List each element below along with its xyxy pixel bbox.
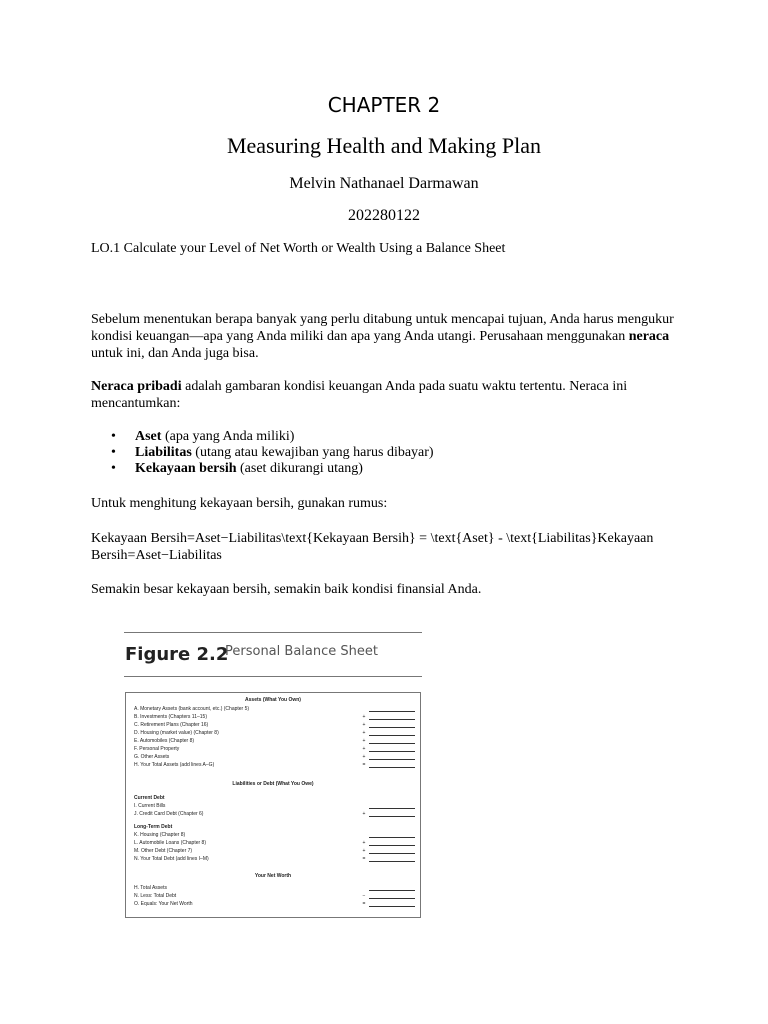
bullet-icon: • xyxy=(111,445,116,460)
row-sign: + xyxy=(362,730,366,736)
form-row xyxy=(134,802,414,810)
row-label: K. Housing (Chapter 8) xyxy=(134,832,186,838)
blank-line[interactable] xyxy=(369,727,415,728)
bullet-icon: • xyxy=(111,461,116,476)
row-sign: + xyxy=(362,722,366,728)
row-sign: + xyxy=(362,848,366,854)
row-label: J. Credit Card Debt (Chapter 6) xyxy=(134,811,204,817)
row-sign: + xyxy=(362,714,366,720)
row-sign: + xyxy=(362,754,366,760)
row-sign: + xyxy=(362,840,366,846)
list-item-bold: Aset xyxy=(135,429,162,444)
row-label: N. Your Total Debt (add lines I–M) xyxy=(134,856,209,862)
chapter-heading: CHAPTER 2 xyxy=(327,93,441,117)
row-label: H. Total Assets xyxy=(134,885,167,891)
row-label: H. Your Total Assets (add lines A–G) xyxy=(134,762,215,768)
blank-line[interactable] xyxy=(369,735,415,736)
blank-line[interactable] xyxy=(369,759,415,760)
row-label: N. Less: Total Debt xyxy=(134,893,177,899)
list-item-text: (aset dikurangi utang) xyxy=(236,461,363,476)
list-item-bold: Liabilitas xyxy=(135,445,192,460)
blank-line[interactable] xyxy=(369,890,415,891)
blank-line[interactable] xyxy=(369,906,415,907)
row-label: M. Other Debt (Chapter 7) xyxy=(134,848,193,854)
form-row xyxy=(134,810,414,818)
row-sign: = xyxy=(362,901,366,907)
blank-line[interactable] xyxy=(369,808,415,809)
paragraph-balance-sheet-text: adalah gambaran kondisi keuangan Anda pada suatu waktu tertentu. Neraca ini mencantumkan: xyxy=(91,379,628,411)
long-term-debt-heading: Long-Term Debt xyxy=(134,824,173,830)
form-row xyxy=(134,839,414,847)
figure-number: Figure 2.2 xyxy=(125,644,229,665)
blank-line[interactable] xyxy=(369,711,415,712)
row-sign: − xyxy=(362,893,366,899)
liabilities-heading: Liabilities or Debt (What You Owe) xyxy=(232,781,314,787)
row-label: G. Other Assets xyxy=(134,754,170,760)
blank-line[interactable] xyxy=(369,816,415,817)
list-item-text: (utang atau kewajiban yang harus dibayar) xyxy=(191,445,434,460)
row-sign: = xyxy=(362,856,366,862)
form-row xyxy=(134,729,414,737)
form-row xyxy=(134,892,414,900)
form-row xyxy=(134,753,414,761)
row-sign: + xyxy=(362,811,366,817)
row-sign: + xyxy=(362,738,366,744)
current-debt-heading: Current Debt xyxy=(134,795,165,801)
paragraph-formula-intro: Untuk menghitung kekayaan bersih, gunakan rumus: xyxy=(91,496,388,511)
paragraph-intro-text: Sebelum menentukan berapa banyak yang perlu ditabung untuk mencapai tujuan, Anda harus mengukur kondisi keuangan—apa yang Anda miliki dan apa yang Anda utangi. Perusahaan menggunakan xyxy=(91,312,674,344)
paragraph-balance-sheet-bold: Neraca pribadi xyxy=(91,379,182,394)
blank-line[interactable] xyxy=(369,719,415,720)
form-row xyxy=(134,705,414,713)
blank-line[interactable] xyxy=(369,767,415,768)
bullet-list xyxy=(91,429,434,477)
list-item xyxy=(91,429,434,445)
row-label: B. Investments (Chapters 11–15) xyxy=(134,714,207,720)
form-row xyxy=(134,884,414,892)
learning-objective: LO.1 Calculate your Level of Net Worth or Wealth Using a Balance Sheet xyxy=(91,241,506,256)
row-label: F. Personal Property xyxy=(134,746,180,752)
form-row xyxy=(134,900,414,908)
form-row xyxy=(134,761,414,769)
row-label: A. Monetary Assets (bank account, etc.) (Chapter 5) xyxy=(134,706,250,712)
paragraph-intro xyxy=(91,311,681,362)
paragraph-intro-tail: untuk ini, dan Anda juga bisa. xyxy=(91,346,259,361)
author-name: Melvin Nathanael Darmawan xyxy=(289,175,479,192)
blank-line[interactable] xyxy=(369,898,415,899)
row-label: E. Automobiles (Chapter 8) xyxy=(134,738,195,744)
blank-line[interactable] xyxy=(369,845,415,846)
paragraph-balance-sheet xyxy=(91,378,681,412)
blank-line[interactable] xyxy=(369,853,415,854)
row-label: C. Retirement Plans (Chapter 16) xyxy=(134,722,209,728)
blank-line[interactable] xyxy=(369,837,415,838)
form-row xyxy=(134,745,414,753)
row-label: L. Automobile Loans (Chapter 8) xyxy=(134,840,206,846)
blank-line[interactable] xyxy=(369,861,415,862)
document-title: Measuring Health and Making Plan xyxy=(226,133,542,158)
list-item xyxy=(91,461,434,477)
form-row xyxy=(134,713,414,721)
form-row xyxy=(134,721,414,729)
row-sign: = xyxy=(362,762,366,768)
list-item-bold: Kekayaan bersih xyxy=(135,461,237,476)
figure-top-rule xyxy=(124,632,422,633)
blank-line[interactable] xyxy=(369,751,415,752)
paragraph-conclusion: Semakin besar kekayaan bersih, semakin baik kondisi finansial Anda. xyxy=(91,582,482,597)
list-item-text: (apa yang Anda miliki) xyxy=(161,429,295,444)
list-item xyxy=(91,445,434,461)
row-sign: + xyxy=(362,746,366,752)
row-label: I. Current Bills xyxy=(134,803,166,809)
form-row xyxy=(134,847,414,855)
net-worth-heading: Your Net Worth xyxy=(254,873,292,879)
row-label: O. Equals: Your Net Worth xyxy=(134,901,193,907)
paragraph-intro-bold: neraca xyxy=(628,329,670,344)
form-row xyxy=(134,855,414,863)
figure-caption: Personal Balance Sheet xyxy=(225,644,378,659)
student-id: 202280122 xyxy=(348,207,420,224)
figure-balance-sheet xyxy=(124,632,422,922)
form-row xyxy=(134,737,414,745)
blank-line[interactable] xyxy=(369,743,415,744)
figure-bottom-rule xyxy=(124,676,422,677)
row-label: D. Housing (market value) (Chapter 8) xyxy=(134,730,219,736)
assets-heading: Assets (What You Own) xyxy=(245,697,301,703)
paragraph-formula: Kekayaan Bersih=Aset−Liabilitas\text{Kekayaan Bersih} = \text{Aset} - \text{Liabilitas}Kekayaan Bersih=Aset−Liabilitas xyxy=(91,531,654,563)
bullet-icon: • xyxy=(111,429,116,444)
form-row xyxy=(134,831,414,839)
balance-sheet-form xyxy=(125,692,421,918)
